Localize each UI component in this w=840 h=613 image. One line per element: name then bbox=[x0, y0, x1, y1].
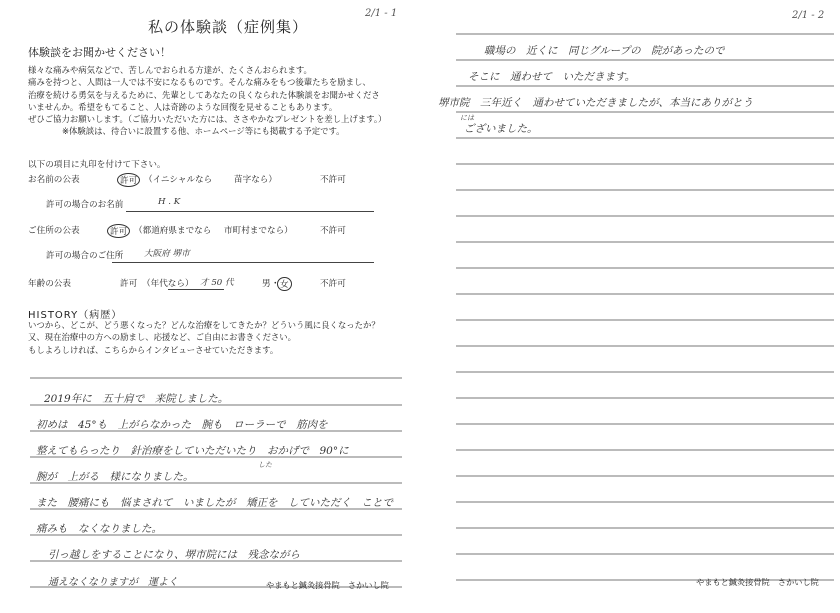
handwritten-line: 痛みも なくなりました。 bbox=[36, 523, 162, 535]
prefecture-option[interactable]: （都道府県までなら bbox=[134, 226, 212, 236]
intro-line: 治療を続ける勇気を与えるために、先輩としてあなたの良くなられた体験談をお聞かせくださ bbox=[28, 89, 380, 100]
history-title: HISTORY（病歴） bbox=[28, 310, 123, 321]
row-label: ご住所の公表 bbox=[28, 226, 80, 236]
intro-line: ぜひご協力お願いします。（ご協力いただいた方には、ささやかなプレゼントを差し上げます。） bbox=[28, 114, 387, 125]
age-value[interactable]: 才 50 代 bbox=[200, 278, 234, 288]
history-line: いつから、どこが、どう悪くなった？どんな治療をしてきたか？どういう風に良くなったか？ bbox=[28, 320, 380, 330]
handwritten-line: 引っ越しをすることになり、堺市院には 残念ながら bbox=[48, 549, 300, 561]
name-value[interactable]: H . K bbox=[158, 197, 181, 207]
form-instruction: 以下の項目に丸印を付けて下さい。 bbox=[28, 160, 166, 170]
row-label: お名前の公表 bbox=[28, 175, 80, 185]
handwritten-line: 堺市院 三年近く 通わせていただきましたが、本当にありがとう bbox=[438, 97, 753, 109]
handwritten-annotation: した bbox=[258, 461, 272, 469]
surname-option[interactable]: 苗字なら） bbox=[234, 175, 277, 185]
intro-note: ※体験談は、待合いに設置する他、ホームページ等にも掲載する予定です。 bbox=[62, 126, 345, 137]
handwritten-line: また 腰痛にも 悩まされて いましたが 矯正を していただく ことで bbox=[36, 497, 393, 509]
page-number: 2/1 - 1 bbox=[365, 8, 398, 19]
intro-line: 痛みを持つと、人間は一人では不安になるものです。そんな痛みをもつ後輩たちを励まし、 bbox=[28, 77, 371, 88]
row-label: 年齢の公表 bbox=[28, 279, 71, 289]
handwritten-line: 腕が 上がる 様になりました。 bbox=[36, 471, 194, 483]
clinic-footer: やまもと鍼灸接骨院 さかいし院 bbox=[266, 580, 389, 590]
clinic-footer: やまもと鍼灸接骨院 さかいし院 bbox=[696, 577, 819, 587]
handwritten-annotation: には bbox=[460, 114, 474, 122]
history-line: 又、現在治療中の方への励まし、応援など、ご自由にお書きください。 bbox=[28, 332, 296, 343]
handwritten-line: 通えなくなりますが 運よく bbox=[48, 577, 178, 588]
handwritten-line: 初めは 45°も 上がらなかった 腕も ローラーで 筋肉を bbox=[36, 419, 328, 431]
row-label: 許可の場合のご住所 bbox=[46, 251, 124, 261]
handwritten-line: 職場の 近くに 同じグループの 院があったので bbox=[484, 45, 725, 57]
gender-male[interactable]: 男 bbox=[262, 279, 271, 289]
city-option[interactable]: 市町村までなら） bbox=[224, 226, 293, 236]
deny-option[interactable]: 不許可 bbox=[320, 175, 346, 185]
gender-separator: ・ bbox=[271, 279, 280, 289]
right-page bbox=[420, 0, 840, 613]
intro-line: 様々な痛みや病気などで、苦しんでおられる方達が、たくさんおられます。 bbox=[28, 65, 312, 75]
address-value[interactable]: 大阪府 堺市 bbox=[144, 249, 190, 259]
allow-option[interactable]: 許可 bbox=[107, 224, 130, 238]
page-title: 私の体験談（症例集） bbox=[148, 18, 309, 36]
handwritten-line: ございました。 bbox=[464, 123, 538, 135]
handwritten-line: そこに 通わせて いただきます。 bbox=[468, 71, 636, 83]
writing-lines bbox=[420, 0, 840, 613]
row-label: 許可の場合のお名前 bbox=[46, 200, 124, 210]
initial-option[interactable]: （イニシャルなら bbox=[144, 175, 213, 185]
deny-option[interactable]: 不許可 bbox=[320, 226, 346, 236]
section-heading: 体験談をお聞かせください！ bbox=[28, 46, 171, 59]
handwritten-line: 整えてもらったり 針治療をしていただいたり おかげで 90°に bbox=[36, 445, 349, 457]
allow-option[interactable]: 許可 bbox=[117, 173, 140, 187]
handwritten-line: 2019年に 五十肩で 来院しました。 bbox=[44, 393, 229, 405]
allow-option[interactable]: 許可 bbox=[120, 279, 138, 289]
history-line: もしよろしければ、こちらからインタビューさせていただきます。 bbox=[28, 344, 279, 355]
deny-option[interactable]: 不許可 bbox=[320, 279, 346, 289]
intro-line: いませんか。希望をもてること、人は奇跡のような回復を見せることもあります。 bbox=[28, 101, 338, 112]
gender-female[interactable]: 女 bbox=[277, 277, 292, 291]
age-option[interactable]: （年代なら） bbox=[142, 279, 194, 289]
page-number: 2/1 - 2 bbox=[792, 10, 825, 21]
